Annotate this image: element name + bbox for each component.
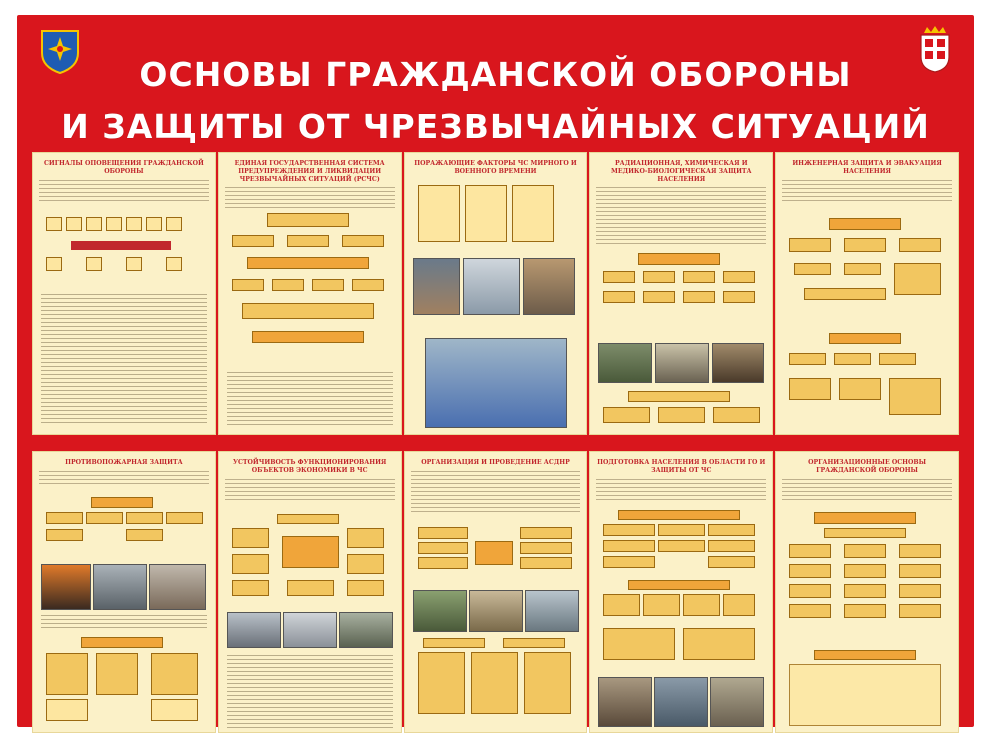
factors-diagram — [413, 181, 579, 251]
panel-damaging-factors — [404, 152, 588, 435]
photo-building — [93, 564, 147, 610]
asdnr-diagram — [413, 527, 579, 587]
panel-text — [39, 470, 209, 484]
panel-text — [225, 186, 395, 208]
rschs-diagram — [227, 213, 393, 363]
photo-rescue-team — [413, 590, 467, 632]
panel-warning-signals — [32, 152, 216, 435]
structure-diagram — [784, 512, 950, 642]
panel-title: СИГНАЛЫ ОПОВЕЩЕНИЯ ГРАЖДАНСКОЙ ОБОРОНЫ — [43, 160, 204, 175]
photo-rescue — [413, 258, 460, 315]
panel-text — [596, 478, 766, 500]
title-line-1: ОСНОВЫ ГРАЖДАНСКОЙ ОБОРОНЫ — [139, 55, 852, 94]
bottom-diagram — [598, 391, 764, 431]
panel-text-block — [227, 654, 393, 729]
panel-fire-protection — [32, 451, 216, 733]
photo-plant — [339, 612, 393, 648]
panel-title: УСТОЙЧИВОСТЬ ФУНКЦИОНИРОВАНИЯ ОБЪЕКТОВ ЭКОНОМИКИ В ЧС — [232, 459, 387, 474]
title-line-2: И ЗАЩИТЫ ОТ ЧРЕЗВЫЧАЙНЫХ СИТУАЦИЙ — [61, 107, 930, 146]
photo-ruins — [523, 258, 575, 315]
shelter-diagram — [784, 218, 950, 318]
panel-text — [411, 470, 581, 514]
photo-exercise — [710, 677, 764, 727]
sustainability-diagram — [227, 514, 393, 604]
panel-text-block — [227, 371, 393, 426]
training-diagram — [598, 510, 764, 620]
evacuation-diagram — [784, 333, 950, 428]
panel-training — [589, 451, 773, 733]
photo-drill — [654, 677, 708, 727]
diagram-map — [425, 338, 567, 428]
panel-sustainability — [218, 451, 402, 733]
photo-equipment — [712, 343, 764, 383]
panel-chemical-protection — [589, 152, 773, 435]
protection-diagram — [598, 253, 764, 333]
photo-classroom — [598, 677, 652, 727]
panel-title: РАДИАЦИОННАЯ, ХИМИЧЕСКАЯ И МЕДИКО-БИОЛОГИЧЕСКАЯ ЗАЩИТА НАСЕЛЕНИЯ — [611, 160, 752, 183]
panel-text — [782, 478, 952, 500]
photo-decontamination — [655, 343, 709, 383]
panel-text — [782, 179, 952, 201]
panel-text-block — [41, 614, 207, 628]
fire-diagram — [41, 497, 207, 557]
tasks-list — [784, 650, 950, 728]
photo-vehicle — [525, 590, 579, 632]
panel-text — [596, 186, 766, 246]
photo-workers — [283, 612, 337, 648]
bottom-panels-row — [32, 451, 959, 733]
asdnr-diagram-2 — [413, 638, 579, 728]
photo-industry — [227, 612, 281, 648]
panel-title: ОРГАНИЗАЦИОННЫЕ ОСНОВЫ ГРАЖДАНСКОЙ ОБОРОНЫ — [808, 459, 927, 474]
photo-fire — [41, 564, 91, 610]
panel-text — [39, 179, 209, 201]
panel-asdnr — [404, 451, 588, 733]
panel-text — [225, 478, 395, 500]
warning-diagram — [41, 213, 207, 283]
panel-title: ИНЖЕНЕРНАЯ ЗАЩИТА И ЭВАКУАЦИЯ НАСЕЛЕНИЯ — [792, 160, 942, 175]
poster-stand — [17, 15, 974, 727]
panel-title: ПОРАЖАЮЩИЕ ФАКТОРЫ ЧС МИРНОГО И ВОЕННОГО ВРЕМЕНИ — [414, 160, 577, 175]
panel-title: ЕДИНАЯ ГОСУДАРСТВЕННАЯ СИСТЕМА ПРЕДУПРЕЖДЕНИЯ И ЛИКВИДАЦИИ ЧРЕЗВЫЧАЙНЫХ СИТУАЦИЙ (РСЧС) — [234, 160, 385, 183]
panel-engineering-protection — [775, 152, 959, 435]
photo-gas-masks — [598, 343, 652, 383]
panel-text-block — [41, 293, 207, 423]
photo-excavator — [469, 590, 523, 632]
panel-title: ОРГАНИЗАЦИЯ И ПРОВЕДЕНИЕ АСДНР — [421, 459, 570, 466]
panel-title: ПОДГОТОВКА НАСЕЛЕНИЯ В ОБЛАСТИ ГО И ЗАЩИТЫ ОТ ЧС — [597, 459, 766, 474]
panel-rschs — [218, 152, 402, 435]
fire-diagram-2 — [41, 637, 207, 727]
panel-civil-defense-basics — [775, 451, 959, 733]
top-panels-row — [32, 152, 959, 435]
training-diagram-2 — [598, 628, 764, 668]
photo-smoke — [149, 564, 206, 610]
panel-title: ПРОТИВОПОЖАРНАЯ ЗАЩИТА — [65, 459, 183, 466]
photo-explosion — [463, 258, 520, 315]
